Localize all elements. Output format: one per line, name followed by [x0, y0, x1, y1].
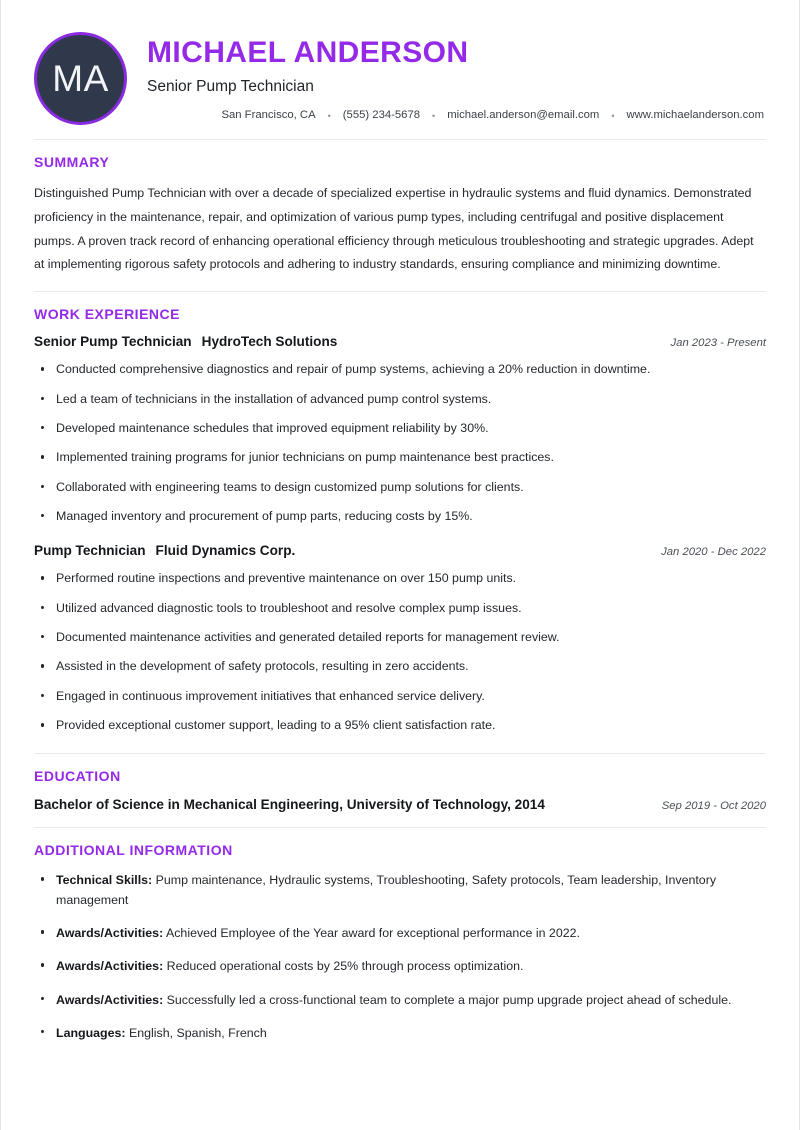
education-item: [34, 796, 766, 814]
list-item: Provided exceptional customer support, leading to a 95% client satisfaction rate.: [34, 716, 766, 734]
list-item: Led a team of technicians in the installation of advanced pump control systems.: [34, 390, 766, 408]
page-title: MICHAEL ANDERSON: [147, 36, 469, 69]
list-item: Collaborated with engineering teams to design customized pump solutions for clients.: [34, 478, 766, 496]
section-title-additional-information: ADDITIONAL INFORMATION: [34, 842, 233, 859]
experience-company: Fluid Dynamics Corp.: [155, 543, 296, 559]
experience-company: HydroTech Solutions: [201, 334, 338, 350]
experience-body: [34, 334, 766, 752]
summary-text: Distinguished Pump Technician with over a decade of specialized expertise in hydraulic systems and fluid dynamics. Demonstrated proficiency in the maintenance, repair, and optimization of various pump types, including centrifugal and positive displacement pumps. A proven track record of enhancing operational efficiency through meticulous troubleshooting and strategic upgrades. Adept at implementing rigorous safety protocols and adhering to industry standards, ensuring compliance and minimizing downtime.: [34, 186, 754, 272]
avatar-initials: MA: [52, 57, 109, 99]
list-item: [34, 870, 766, 910]
list-item: Documented maintenance activities and generated detailed reports for management review.: [34, 628, 766, 646]
education-body: [34, 796, 766, 828]
additional-value: Achieved Employee of the Year award for exceptional performance in 2022.: [165, 926, 580, 941]
education-degree: Bachelor of Science in Mechanical Engineering, University of Technology, 2014: [34, 796, 545, 812]
additional-value: Pump maintenance, Hydraulic systems, Troubleshooting, Safety protocols, Team leadership, Inventory management: [56, 873, 717, 908]
list-item: Assisted in the development of safety protocols, resulting in zero accidents.: [34, 657, 766, 675]
experience-item-header: [34, 334, 766, 351]
list-item: Engaged in continuous improvement initiatives that enhanced service delivery.: [34, 687, 766, 705]
experience-item: [34, 334, 766, 525]
contact-website[interactable]: www.michaelanderson.com: [626, 109, 764, 122]
contact-location: San Francisco, CA: [221, 109, 316, 122]
contact-separator-icon: •: [611, 110, 615, 121]
additional-value: Successfully led a cross-functional team to complete a major pump upgrade project ahead of schedule.: [166, 992, 732, 1007]
list-item: [34, 1023, 766, 1043]
section-education: [34, 754, 766, 828]
education-dates: Sep 2019 - Oct 2020: [661, 799, 766, 812]
avatar: [34, 32, 127, 125]
list-item: Conducted comprehensive diagnostics and repair of pump systems, achieving a 20% reduction in downtime.: [34, 360, 766, 378]
experience-bullets: [34, 569, 766, 734]
contact-separator-icon: •: [432, 110, 436, 121]
section-additional-information: [34, 828, 766, 1057]
contact-phone[interactable]: (555) 234-5678: [342, 109, 421, 122]
section-title-summary: SUMMARY: [34, 154, 110, 170]
additional-label: Awards/Activities:: [56, 992, 164, 1007]
list-item: [34, 990, 766, 1010]
additional-value: Reduced operational costs by 25% through process optimization.: [166, 959, 524, 974]
experience-role: Pump Technician: [34, 543, 146, 559]
summary-body: [34, 182, 766, 291]
additional-body: [34, 870, 766, 1057]
experience-item: [34, 543, 766, 734]
list-item: [34, 923, 766, 943]
additional-label: Awards/Activities:: [56, 926, 164, 941]
header-job-title: Senior Pump Technician: [147, 77, 314, 95]
experience-title-line: [34, 334, 337, 351]
list-item: Utilized advanced diagnostic tools to troubleshoot and resolve complex pump issues.: [34, 599, 766, 617]
experience-item-header: [34, 543, 766, 560]
section-title-education: EDUCATION: [34, 767, 121, 784]
experience-bullets: [34, 360, 766, 525]
section-work-experience: [34, 292, 766, 752]
contact-line: [147, 108, 766, 124]
list-item: Developed maintenance schedules that improved equipment reliability by 30%.: [34, 419, 766, 437]
experience-dates: Jan 2023 - Present: [670, 337, 766, 350]
section-title-work-experience: WORK EXPERIENCE: [34, 306, 180, 323]
additional-label: Technical Skills:: [56, 873, 153, 888]
experience-title-line: [34, 543, 295, 560]
contact-email[interactable]: michael.anderson@email.com: [447, 109, 600, 122]
additional-list: [34, 870, 766, 1043]
list-item: Performed routine inspections and preventive maintenance on over 150 pump units.: [34, 569, 766, 587]
section-summary: [34, 140, 766, 291]
list-item: [34, 956, 766, 976]
header-text-block: [147, 30, 766, 124]
contact-separator-icon: •: [327, 110, 331, 121]
experience-role: Senior Pump Technician: [34, 334, 192, 350]
list-item: Implemented training programs for junior technicians on pump maintenance best practices.: [34, 448, 766, 466]
additional-value: English, Spanish, French: [129, 1025, 267, 1040]
additional-label: Awards/Activities:: [56, 959, 164, 974]
experience-dates: Jan 2020 - Dec 2022: [661, 546, 766, 559]
resume-header: [34, 30, 766, 139]
list-item: Managed inventory and procurement of pump parts, reducing costs by 15%.: [34, 507, 766, 525]
additional-label: Languages:: [56, 1025, 126, 1040]
